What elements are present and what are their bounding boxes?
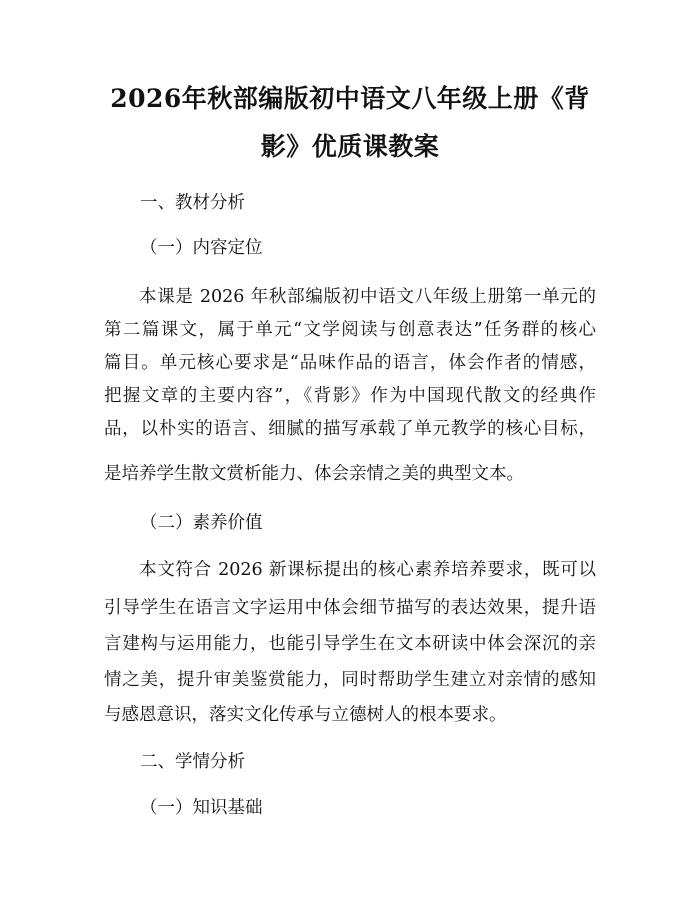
paragraph-line: 言建构与运用能力，也能引导学生在文本研读中体会深沉的亲 [104,634,596,654]
paragraph-line: 是培养学生散文赏析能力、体会亲情之美的典型文本。 [104,464,524,484]
section-heading-student-analysis: 二、学情分析 [140,752,245,772]
paragraph-line: 本文符合 2026 新课标提出的核心素养培养要求，既可以 [139,560,596,580]
subheading-knowledge-foundation: （一）知识基础 [140,798,263,818]
paragraph-line: 第二篇课文，属于单元“文学阅读与创意表达”任务群的核心 [104,320,596,340]
section-heading-textbook-analysis: 一、教材分析 [140,193,245,213]
subheading-content-positioning: （一）内容定位 [140,238,263,258]
paragraph-line: 篇目。单元核心要求是“品味作品的语言，体会作者的情感， [104,353,596,373]
paragraph-line: 情之美，提升审美鉴赏能力，同时帮助学生建立对亲情的感知 [104,670,596,690]
paragraph-line: 与感恩意识，落实文化传承与立德树人的根本要求。 [104,705,507,725]
paragraph-line: 引导学生在语言文字运用中体会细节描写的表达效果，提升语 [104,598,596,618]
subheading-literacy-value: （二）素养价值 [140,513,263,533]
document-title-line-1: 2026年秋部编版初中语文八年级上册《背 [110,84,590,113]
paragraph-line: 本课是 2026 年秋部编版初中语文八年级上册第一单元的 [139,287,596,307]
document-title-line-2: 影》优质课教案 [260,132,440,161]
paragraph-line: 把握文章的主要内容”，《背影》作为中国现代散文的经典作 [104,386,596,406]
paragraph-line: 品，以朴实的语言、细腻的描写承载了单元教学的核心目标， [104,419,596,439]
